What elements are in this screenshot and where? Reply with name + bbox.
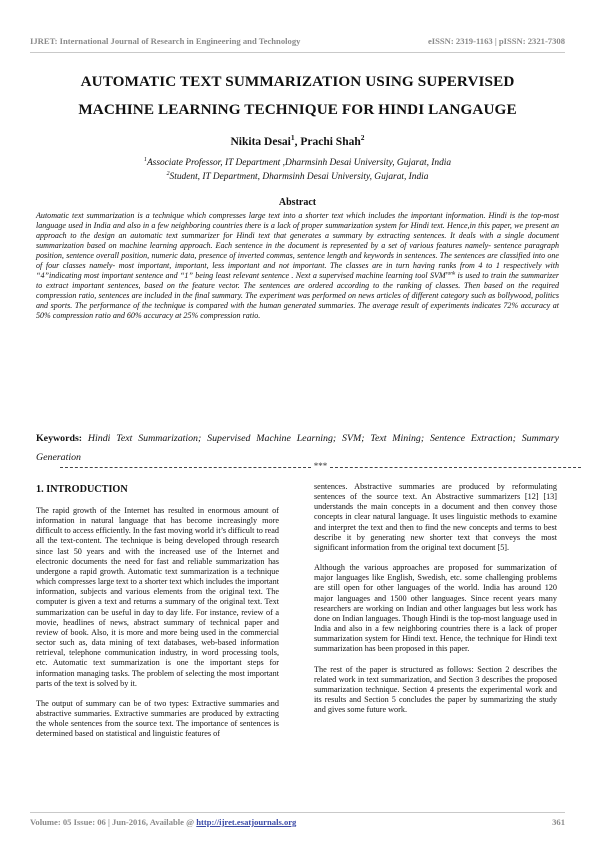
section-heading: 1. INTRODUCTION — [36, 484, 128, 495]
author-name: Prachi Shah — [300, 136, 361, 148]
page-number: 361 — [552, 817, 565, 827]
left-column — [36, 484, 279, 749]
journal-link[interactable]: http://ijret.esatjournals.org — [196, 817, 297, 827]
author-line — [0, 133, 595, 148]
affiliation-line — [0, 170, 595, 184]
right-column — [314, 482, 557, 725]
abstract-paragraph — [36, 211, 559, 322]
body-paragraph: sentences. Abstractive summaries are produced by reformulating sentences of the source text. An Abstractive summarizers [12] [13] understands the main concepts in a document and then convey those concepts in clear natural language. It uses linguistic methods to examine and interpret the text and then to find the new concepts and terms to best describe it by generating new shorter text that conveys the most significant information from the original text document [5]. — [314, 482, 557, 552]
author-name: Nikita Desai — [230, 136, 291, 148]
footer-rule — [30, 812, 565, 813]
affiliations — [0, 156, 595, 184]
keywords-text: Hindi Text Summarization; Supervised Machine Learning; SVM; Text Mining; Sentence Extraction; Summary Generation — [36, 433, 559, 463]
affiliation-text: Associate Professor, IT Department ,Dharmsinh Desai University, Gujarat, India — [146, 158, 452, 168]
abstract-text: Automatic text summarization is a technique which compresses large text into a shorter text which includes the important information. Hindi is the top-most language used in India and also in a few neighboring countries there is a lack of proper summarization system for Hindi text. Hence,in this paper, we present an approach to the design an automatic text summarizer for Hindi text that generates a summary by extracting sentences. It deals with a single document summarization based on machine learning approach. Each sentence in the document is represented by a set of various features namely- sentence paragraph position, sentence overall position, numeric data, presence of inverted commas, sentence length and keywords in sentences. The sentences are classified into one of four classes namely- most important, important, less important and not important. The classes are in turn having ranks from 4 to 1 respectively with “4”indicating most important sentence and “1” being least relevant sentence . Next a supervised machine learning tool SVM — [36, 211, 559, 281]
abstract-body — [36, 211, 559, 322]
journal-name: IJRET: International Journal of Research in Engineering and Technology — [30, 36, 301, 46]
author-sup: 1 — [290, 133, 295, 143]
divider-dashes — [60, 467, 311, 468]
affiliation-line — [0, 156, 595, 170]
running-footer — [30, 817, 565, 827]
abstract-heading: Abstract — [278, 197, 317, 208]
body-paragraph: The output of summary can be of two types: Extractive summaries and abstractive summaries. Extractive summaries are produced by extracting the whole sentences from the source text. The importance of sentences is determined based on statistical and linguistic features of — [36, 698, 279, 739]
keywords-label: Keywords: — [36, 433, 83, 444]
body-paragraph: The rest of the paper is structured as follows: Section 2 describes the related work in text summarization, and Section 3 describes the proposed summarization technique. Section 4 presents the experimental work and its results and Section 5 concludes the paper by summarizing the study and gives some future work. — [314, 664, 557, 715]
abstract-text: is used to train the summarizer to extract important sentences, based on the feature vector. The sentences are ordered according to the ranking of classes. Then based on the required compression ratio, sentences are included in the final summary. The experiment was performed on news articles of different category such as bollywood, politics and sports. The performance of the technique is compared with the human generated summaries. The average result of experiments indicates 72% accuracy at 50% compression ratio and 60% accuracy at 25% compression ratio. — [36, 271, 559, 321]
affiliation-text: Student, IT Department, Dharmsinh Desai University, Gujarat, India — [169, 172, 429, 182]
author-sup: 2 — [360, 133, 365, 143]
divider-stars: *** — [313, 461, 328, 471]
divider-dashes — [330, 467, 581, 468]
issn-info: eISSN: 2319-1163 | pISSN: 2321-7308 — [427, 36, 565, 46]
section-divider — [60, 463, 581, 472]
affiliation-sup: 1 — [143, 156, 147, 163]
abstract-sup: rank — [445, 270, 456, 277]
footer-volume — [30, 817, 296, 827]
body-paragraph: Although the various approaches are proposed for summarization of major languages like English, Swedish, etc. some challenging problems are still open for other languages of the world. India has around 120 major languages and 1500 other languages. Since recent years many researchers are working on Indian and other languages but less work has done on Indian languages. Though Hindi is the top-most language used in India and also in a few neighboring countries there is a lack of proper summarization system for Hindi text. Hence, the technique for Hindi text summarization has been proposed in this paper. — [314, 563, 557, 654]
affiliation-sup: 2 — [166, 170, 170, 177]
body-paragraph: The rapid growth of the Internet has resulted in enormous amount of information in natural language that has become increasingly more difficult to access efficiently. In the fast moving world it’s difficult to read all the text-content. The technique is being developed through research since last 50 years and with the increased use of the Internet and electronic documents the need for fast and reliable summarization has undergone a rapid growth. Automatic text summarization is a technique which compresses large text to a shorter text which includes the important information, subjects and various elements from the original text. The computer is given a text and returns a summary of the original text. Text summarization can be useful in day to day life. For instance, review of a movie, headlines of news, abstract summary of technical paper and review of book. Also, it is more and more being used in the commercial sector such as, data mining of text databases, web-based information retrieval, telephone communication industry, in word processing tools, etc. Automatic text summarization is one the important steps for information managing tasks. The problem of selecting the most important parts of the text is solved by it. — [36, 506, 279, 688]
header-rule — [30, 52, 565, 53]
keywords — [36, 429, 559, 467]
running-header — [30, 36, 565, 50]
footer-prefix: Volume: 05 Issue: 06 | Jun-2016, Available @ — [30, 817, 197, 827]
author-separator: , — [294, 136, 301, 148]
paper-title: AUTOMATIC TEXT SUMMARIZATION USING SUPERVISED MACHINE LEARNING TECHNIQUE FOR HINDI LANGAUGE — [78, 73, 517, 118]
